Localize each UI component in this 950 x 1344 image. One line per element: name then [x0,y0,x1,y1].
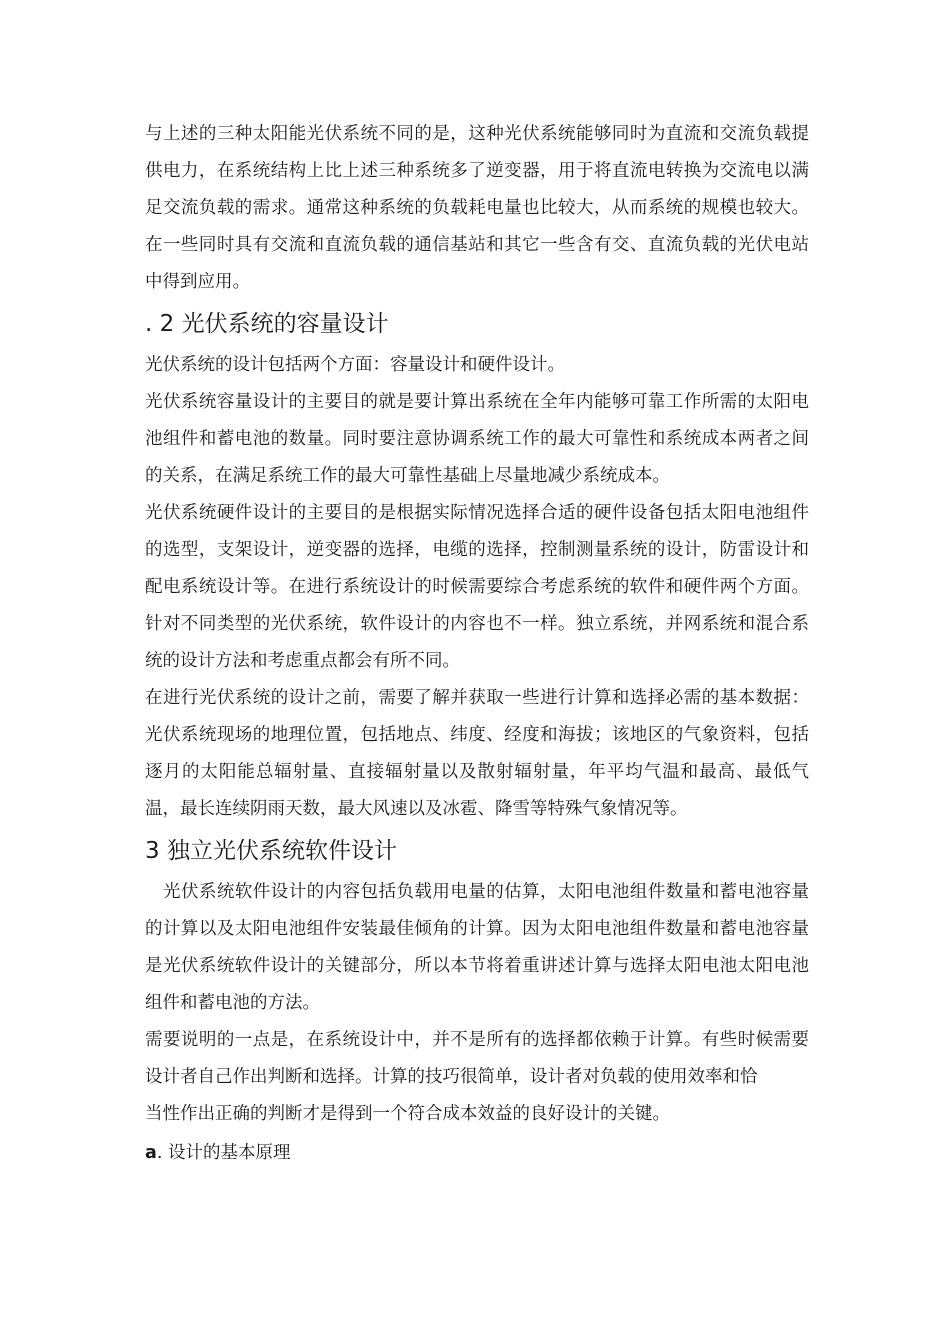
paragraph-judgement-cont: 当性作出正确的判断才是得到一个符合成本效益的良好设计的关键。 [145,1104,670,1124]
paragraph-software-content: 光伏系统软件设计的内容包括负载用电量的估算，太阳电池组件数量和蓄电池容量的计算以及太阳电池组件安装最佳倾角的计算。因为太阳电池组件数量和蓄电池容量是光伏系统软件设计的关键部分，所以本节将着重讲述计算与选择太阳电池太阳电池组件和蓄电池的方法。 [145,882,809,1013]
paragraph-judgement: 需要说明的一点是，在系统设计中，并不是所有的选择都依赖于计算。有些时候需要设计者自己作出判断和选择。计算的技巧很简单，设计者对负载的使用效率和恰 [145,1030,809,1087]
subsection-title: . 设计的基本原理 [156,1143,291,1163]
paragraph-basic-data: 在进行光伏系统的设计之前，需要了解并获取一些进行计算和选择必需的基本数据：光伏系统现场的地理位置，包括地点、纬度、经度和海拔；该地区的气象资料，包括逐月的太阳能总辐射量、直接辐射量以及散射辐射量，年平均气温和最高、最低气温，最长连续阴雨天数，最大风速以及冰雹、降雪等特殊气象情况等。 [145,688,809,819]
subsection-marker: a [145,1143,157,1163]
section-heading-capacity-design: . 2 光伏系统的容量设计 [145,311,389,337]
section-heading-software-design: 3 独立光伏系统软件设计 [145,838,397,864]
paragraph-capacity-design: 光伏系统容量设计的主要目的就是要计算出系统在全年内能够可靠工作所需的太阳电池组件和蓄电池的数量。同时要注意协调系统工作的最大可靠性和系统成本两者之间的关系，在满足系统工作的最大可靠性基础上尽量地减少系统成本。 [145,392,809,486]
paragraph-design-aspects: 光伏系统的设计包括两个方面：容量设计和硬件设计。 [145,355,565,375]
paragraph-intro: 与上述的三种太阳能光伏系统不同的是，这种光伏系统能够同时为直流和交流负载提供电力，在系统结构上比上述三种系统多了逆变器，用于将直流电转换为交流电以满足交流负载的需求。通常这种系统的负载耗电量也比较大，从而系统的规模也较大。在一些同时具有交流和直流负载的通信基站和其它一些含有交、直流负载的光伏电站中得到应用。 [145,124,809,292]
subsection-heading-basic-principle [145,1133,809,1173]
paragraph-hardware-design: 光伏系统硬件设计的主要目的是根据实际情况选择合适的硬件设备包括太阳电池组件的选型，支架设计，逆变器的选择，电缆的选择，控制测量系统的设计，防雷设计和配电系统设计等。在进行系统设计的时候需要综合考虑系统的软件和硬件两个方面。针对不同类型的光伏系统，软件设计的内容也不一样。独立系统，并网系统和混合系统的设计方法和考虑重点都会有所不同。 [145,503,809,671]
document-body [145,116,809,1173]
